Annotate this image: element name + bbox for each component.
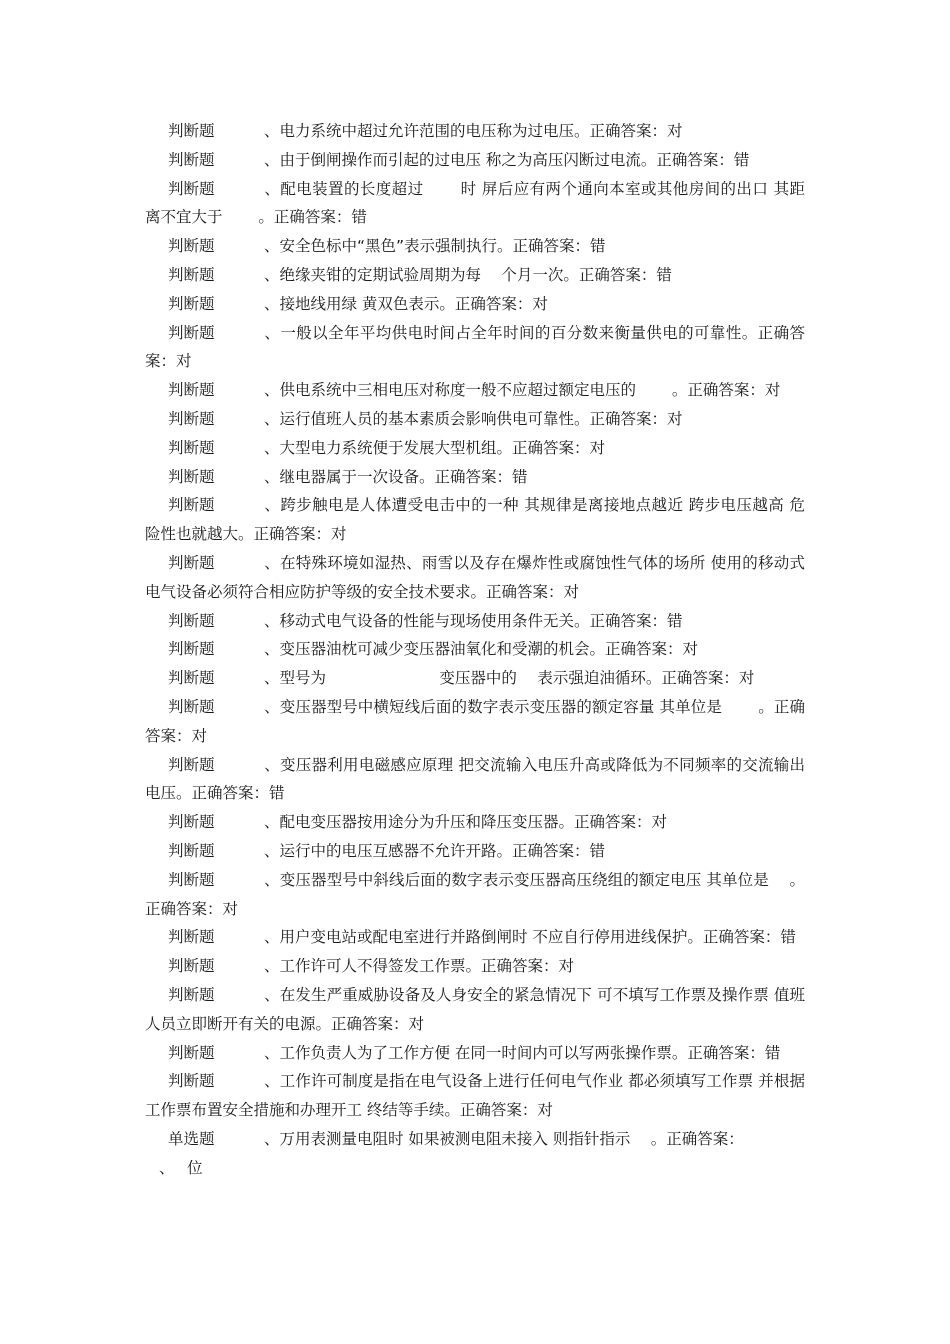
question-text: 、工作许可制度是指在电气设备上进行任何电气作业 都必须填写工作票 并根据工作票布置安全措施和办理开工 终结等手续。正确答案：对 (145, 1072, 805, 1120)
question-text: 、由于倒闸操作而引起的过电压 称之为高压闪断过电流。正确答案：错 (264, 150, 750, 169)
question-item (145, 232, 805, 261)
question-item (145, 146, 805, 175)
question-text: 、变压器油枕可减少变压器油氧化和受潮的机会。正确答案：对 (264, 640, 699, 659)
question-item (145, 923, 805, 952)
question-item (145, 981, 805, 1039)
question-text: 、用户变电站或配电室进行并路倒闸时 不应自行停用进线保护。正确答案：错 (264, 928, 796, 947)
question-type: 判断题 (168, 553, 215, 572)
question-type: 判断题 (168, 870, 215, 889)
question-text: 、跨步触电是人体遭受电击中的一种 其规律是离接地点越近 跨步电压越高 危险性也就越大。正确答案：对 (145, 496, 805, 544)
question-type: 判断题 (168, 957, 215, 976)
question-item (145, 808, 805, 837)
question-type: 单选题 (168, 1129, 215, 1148)
question-item (145, 376, 805, 405)
question-text: 、工作负责人为了工作方便 在同一时间内可以写两张操作票。正确答案：错 (264, 1043, 781, 1062)
question-type: 判断题 (168, 265, 215, 284)
question-type: 判断题 (168, 323, 215, 342)
question-type: 判断题 (168, 179, 215, 198)
question-text: 、绝缘夹钳的定期试验周期为每 个月一次。正确答案：错 (264, 265, 672, 284)
question-text: 、变压器利用电磁感应原理 把交流输入电压升高或降低为不同频率的交流输出电压。正确答案：错 (145, 755, 805, 803)
question-type: 判断题 (168, 640, 215, 659)
question-item (145, 1067, 805, 1125)
question-item (145, 463, 805, 492)
question-item (145, 117, 805, 146)
question-type: 判断题 (168, 150, 215, 169)
question-type: 判断题 (168, 237, 215, 256)
question-text: 、变压器型号中横短线后面的数字表示变压器的额定容量 其单位是 。正确答案：对 (145, 697, 805, 745)
question-type: 判断题 (168, 1072, 215, 1091)
question-text: 、移动式电气设备的性能与现场使用条件无关。正确答案：错 (264, 611, 683, 630)
question-item (145, 952, 805, 981)
question-text: 、继电器属于一次设备。正确答案：错 (264, 467, 528, 486)
question-type: 判断题 (168, 122, 215, 140)
question-item (145, 693, 805, 751)
question-text: 、万用表测量电阻时 如果被测电阻未接入 则指针指示 。正确答案： (264, 1129, 744, 1148)
question-item (145, 1125, 805, 1154)
question-text: 、安全色标中“黑色”表示强制执行。正确答案：错 (264, 237, 606, 256)
question-text: 、电力系统中超过允许范围的电压称为过电压。正确答案：对 (264, 122, 683, 140)
question-text: 、接地线用绿 黄双色表示。正确答案：对 (264, 294, 548, 313)
question-type: 判断题 (168, 985, 215, 1004)
question-text: 、变压器型号中斜线后面的数字表示变压器高压绕组的额定电压 其单位是 。正确答案：对 (145, 870, 805, 918)
question-item (145, 319, 805, 377)
question-type: 判断题 (168, 755, 215, 774)
question-item (145, 405, 805, 434)
question-type: 判断题 (168, 381, 215, 400)
question-item (145, 261, 805, 290)
question-text: 、型号为 变压器中的 表示强迫油循环。正确答案：对 (264, 669, 755, 688)
question-item (145, 751, 805, 809)
question-type: 判断题 (168, 697, 215, 716)
question-text: 、运行值班人员的基本素质会影响供电可靠性。正确答案：对 (264, 409, 683, 428)
question-type: 判断题 (168, 813, 215, 832)
question-text: 、供电系统中三相电压对称度一般不应超过额定电压的 。正确答案：对 (264, 381, 781, 400)
question-type: 判断题 (168, 841, 215, 860)
question-item (145, 491, 805, 549)
question-type: 判断题 (168, 928, 215, 947)
question-text: 、在特殊环境如湿热、雨雪以及存在爆炸性或腐蚀性气体的场所 使用的移动式电气设备必须符合相应防护等级的安全技术要求。正确答案：对 (145, 553, 805, 601)
question-text: 、配电装置的长度超过 时 屏后应有两个通向本室或其他房间的出口 其距离不宜大于 。正确答案：错 (145, 179, 805, 227)
question-item (145, 664, 805, 693)
question-type: 判断题 (168, 467, 215, 486)
question-item (145, 837, 805, 866)
question-item (145, 434, 805, 463)
question-item (145, 549, 805, 607)
question-type: 判断题 (168, 409, 215, 428)
question-type: 判断题 (168, 496, 215, 515)
question-text: 、在发生严重威胁设备及人身安全的紧急情况下 可不填写工作票及操作票 值班人员立即断开有关的电源。正确答案：对 (145, 985, 805, 1033)
question-type: 判断题 (168, 669, 215, 688)
question-text: 、工作许可人不得签发工作票。正确答案：对 (264, 957, 575, 976)
question-type: 判断题 (168, 294, 215, 313)
question-item (145, 866, 805, 924)
question-item (145, 607, 805, 636)
question-text: 、运行中的电压互感器不允许开路。正确答案：错 (264, 841, 606, 860)
question-item (145, 635, 805, 664)
question-item (145, 290, 805, 319)
question-type: 判断题 (168, 1043, 215, 1062)
question-type: 判断题 (168, 438, 215, 457)
question-type: 判断题 (168, 611, 215, 630)
question-text: 、一般以全年平均供电时间占全年时间的百分数来衡量供电的可靠性。正确答案：对 (145, 323, 805, 371)
question-text: 、大型电力系统便于发展大型机组。正确答案：对 (264, 438, 606, 457)
question-item (145, 1039, 805, 1068)
question-list (145, 117, 805, 1182)
answer-option: 、 位 (159, 1158, 203, 1177)
question-item (145, 175, 805, 233)
question-text: 、配电变压器按用途分为升压和降压变压器。正确答案：对 (264, 813, 668, 832)
